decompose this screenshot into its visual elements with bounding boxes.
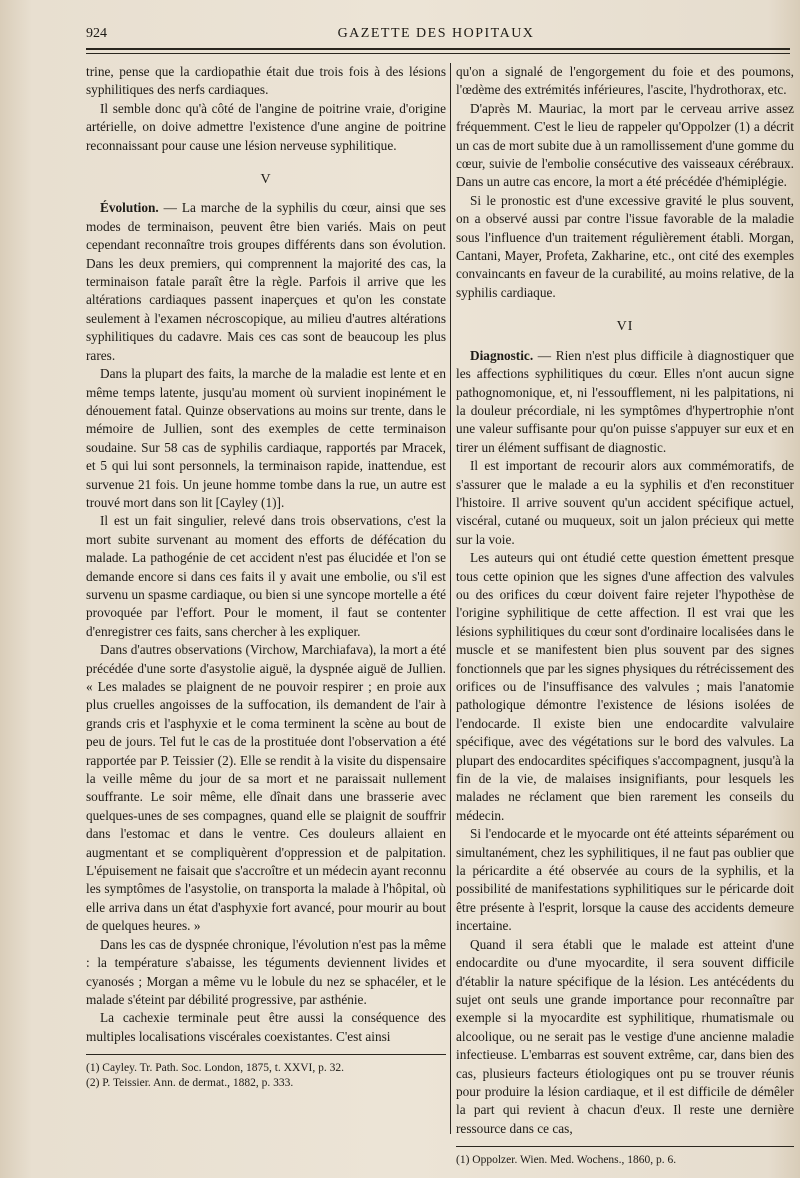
paragraph: Quand il sera établi que le malade est atteint d'une endocardite ou d'une myocardite, il sera souvent difficile d'établir la nature spécifique de la lésion. Les antécédents du sujet ont seuls une grande importance pour reconnaître par exemple si la myocardite est syphilitique, rhumatismale ou alcoolique, ou ne serait pas le vestige d'une ancienne maladie infectieuse. L'embarras est souvent extrême, car, dans bien des cas, plusieurs facteurs étiologiques ont pu se trouver réunis pour produire la lésion cardiaque, et il est difficile de démêler la part qui revient à chacun d'eux. Il reste une dernière ressource dans ce cas, <box>456 936 794 1136</box>
paragraph-text: — La marche de la syphilis du cœur, ainsi que ses modes de terminaison, peuvent être bien variés. Mais on peut cependant reconnaître trois groupes différents dans son évolution. Dans les deux premiers, qui comprennent la majorité des cas, la terminaison fatale paraît être la règle. Parfois il arrive que les altérations cardiaques passent inaperçues et qu'on les constate seulement à l'examen nécroscopique, au milieu d'autres altérations syphilitiques du cadavre. Mais ces cas sont de beaucoup les plus rares. <box>86 200 446 363</box>
paragraph: Si l'endocarde et le myocarde ont été atteints séparément ou simultanément, chez les syphilitiques, il ne faut pas oublier que la péricardite a été observée au cours de la syphilis, et la possibilité de manifestations syphilitiques sur le péricarde doit être présente à l'esprit, lorsque la cause des accidents demeure incertaine. <box>456 826 794 934</box>
column-divider <box>450 63 451 1134</box>
paragraph: Si le pronostic est d'une excessive gravité le plus souvent, on a observé aussi par contre l'issue favorable de la maladie sous l'influence d'un traitement régulièrement établi. Morgan, Cantani, Mayer, Profeta, Zakharine, etc., ont cité des exemples convaincants en faveur de la curabilité, au moins relative, de la syphilis cardiaque. <box>456 192 794 300</box>
section-number: VI <box>616 319 634 335</box>
paragraph: Il est un fait singulier, relevé dans trois observations, c'est la mort subite survenant au moment des efforts de défécation du malade. La pathogénie de cet accident n'est pas élucidée et l'on se demande encore si dans ces faits il y avait une embolie, ou s'il est survenu un spasme cardiaque, ou bien si une syncope mortelle a été provoquée par l'effort. Pour le moment, il faut se contenter d'enregistrer ces faits, sans chercher à les expliquer. <box>86 513 446 639</box>
paragraph: D'après M. Mauriac, la mort par le cerveau arrive assez fréquemment. C'est le lieu de rappeler qu'Oppolzer (1) a décrit un cas de mort subite due à un ramollissement d'une gomme du cœur, suivie de l'embolie consécutive des vaisseaux cérébraux. Dans un autre cas encore, la mort a été précédée d'hémiplégie. <box>456 100 794 190</box>
paragraph: Dans les cas de dyspnée chronique, l'évolution n'est pas la même : la température s'abaisse, les téguments deviennent livides et cyanosés ; Morgan a même vu le lobule du nez se sphacéler, et le malade s'éteint par débilité progressive, par asthénie. <box>86 936 446 1007</box>
footnote: (1) Oppolzer. Wien. Med. Wochens., 1860, p. 6. <box>456 1154 677 1167</box>
header-rule <box>86 48 790 50</box>
paragraph: trine, pense que la cardiopathie était due trois fois à des lésions syphilitiques des nerfs cardiaques. <box>86 64 446 98</box>
paragraph: Il semble donc qu'à côté de l'angine de poitrine vraie, d'origine artérielle, on doive admettre l'existence d'une angine de poitrine reconnaissant pour cause une lésion nerveuse syphilitique. <box>86 100 446 153</box>
section-lead: Diagnostic. <box>470 347 534 363</box>
section-number: V <box>260 172 272 188</box>
right-column <box>456 63 794 1168</box>
paragraph: Dans d'autres observations (Virchow, Marchiafava), la mort a été précédée d'une sorte d'asystolie aiguë, la dyspnée aiguë de Jullien. « Les malades se plaignent de ne pouvoir respirer ; en proie aux plus cruelles angoisses de la suffocation, ils demandent de l'air à grands cris et l'asphyxie et le coma terminent la scène au bout de peu de jours. Tel fut le cas de la prostituée dont l'observation a été rapportée par P. Teissier (2). Elle se rendit à la visite du dispensaire la veille même du jour de sa mort et ne paraissait nullement souffrante. Le soir même, elle dînait dans une brasserie avec quelques-unes de ses compagnes, quand elle se plaignit de souffrir dans l'estomac et dans le ventre. Ces douleurs allaient en augmentant et se compliquèrent d'oppression et de palpitation. L'épuisement ne faisait que s'accroître et un médecin ayant reconnu les symptômes de l'asystolie, on transporta la malade à l'hôpital, où elle arriva dans un état d'asphyxie fort avancé, pour mourir au bout de quelques heures. » <box>86 642 446 934</box>
footnote-rule <box>86 1054 446 1055</box>
paragraph: La cachexie terminale peut être aussi la conséquence des multiples localisations viscérales coexistantes. C'est ainsi <box>86 1010 446 1044</box>
paragraph: Dans la plupart des faits, la marche de la maladie est lente et en même temps latente, jusqu'au moment où survient inopinément le dénouement fatal. Quinze observations au moins sur trente, dans le mémoire de Jullien, sont des exemples de cette terminaison soudaine. Sur 58 cas de syphilis cardiaque, rapportés par Mracek, et 5 qui lui sont personnels, la terminaison rapide, inattendue, est survenue 21 fois. Un jeune homme tombe dans la rue, un autre est trouvé mort dans son lit [Cayley (1)]. <box>86 366 446 510</box>
section-lead: Évolution. <box>100 200 159 216</box>
paragraph: Il est important de recourir alors aux commémoratifs, de s'assurer que le malade a eu la syphilis et d'en reconstituer l'histoire. Il arrive souvent qu'un accident spécifique actuel, viscéral, cutané ou muqueux, soit un jalon précieux qui mette sur la voie. <box>456 458 794 547</box>
page-number: 924 <box>86 26 107 41</box>
paragraph: qu'on a signalé de l'engorgement du foie et des poumons, l'œdème des extrémités inférieures, l'ascite, l'hydrothorax, etc. <box>456 64 794 98</box>
left-column <box>86 63 446 1091</box>
footnote: (1) Cayley. Tr. Path. Soc. London, 1875, t. XXVI, p. 32. <box>86 1062 345 1075</box>
running-title: GAZETTE DES HOPITAUX <box>337 26 535 41</box>
footnote: (2) P. Teissier. Ann. de dermat., 1882, p. 333. <box>86 1077 294 1090</box>
footnote-rule <box>456 1146 794 1147</box>
paragraph: Les auteurs qui ont étudié cette question émettent presque tous cette opinion que les signes d'une affection des valvules ou des orifices du cœur doivent faire rejeter l'hypothèse de l'origine syphilitique de cette affection. Il est vrai que les lésions syphilitiques du cœur sont d'ordinaire localisées dans le muscle et se manifestent bien plus souvent par des signes fonctionnels que par les signes physiques du rétrécissement des orifices ou de l'insuffisance des valvules ; mais l'anatomie pathologique démontre l'existence de lésions isolées de l'endocarde. Il existe bien une endocardite valvulaire spécifique, avec des végétations sur le bord des valvules. La plupart des endocardites spécifiques s'accompagnent, jusqu'à la fin de la vie, de malaises insignifiants, pour lesquels les malades ne réclament que bien rarement les conseils du médecin. <box>456 550 794 823</box>
page-header <box>86 22 786 44</box>
header-rule-thin <box>86 53 790 54</box>
paragraph-text: — Rien n'est plus difficile à diagnostiquer que les affections syphilitiques du cœur. Elles n'ont aucun signe pathognomonique, et, ni l'essoufflement, ni les palpitations, ni la douleur précordiale, ni les symptômes d'hypertrophie n'ont une valeur suffisante pour qu'on puisse s'appuyer sur eux et en tirer un élément suffisant de diagnostic. <box>456 347 794 455</box>
